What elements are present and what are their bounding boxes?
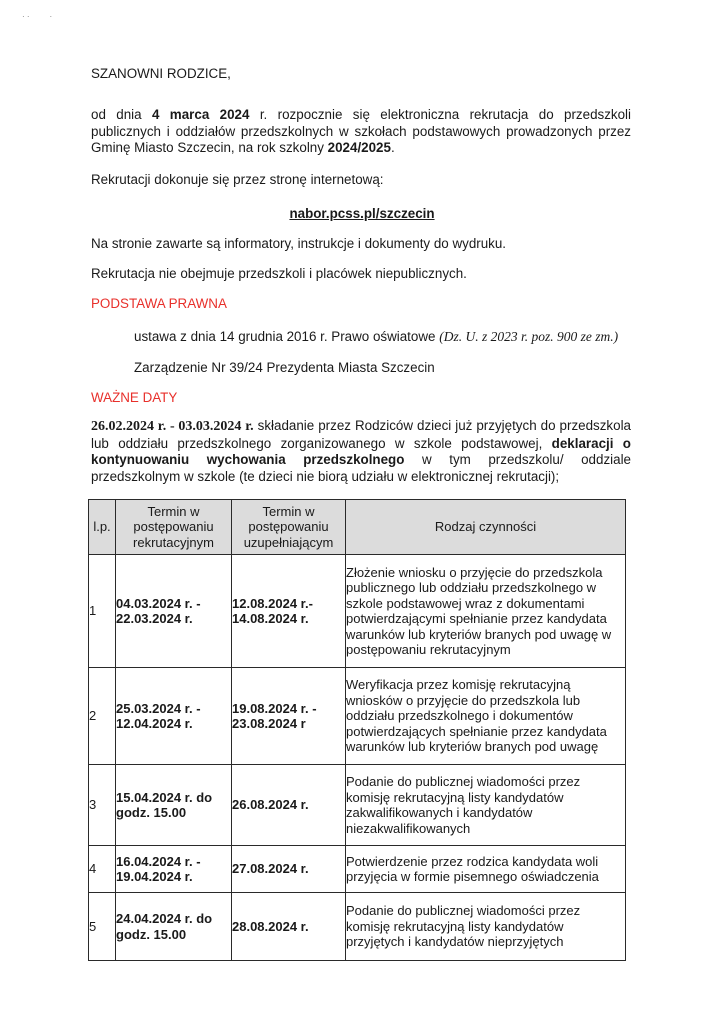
row-lp: 4 [89, 846, 116, 893]
row-term-supplementary: 28.08.2024 r. [232, 893, 346, 961]
declaration-bold: deklaracji o kontynuowaniu wychowania przedszkolnego [91, 435, 631, 467]
header-term-main: Termin w postępowaniu rekrutacyjnym [116, 500, 232, 555]
intro-start-date: 4 marca 2024 [151, 107, 250, 122]
ordinance: Zarządzenie Nr 39/24 Prezydenta Miasta Szczecin [134, 360, 435, 375]
row-activity: Potwierdzenie przez rodzica kandydata woli przyjęcia w formie pisemnego oświadczenia [346, 846, 626, 893]
declaration-paragraph [91, 418, 631, 485]
header-term-supplementary: Termin w postępowaniu uzupełniającym [232, 500, 346, 555]
intro-paragraph [91, 107, 631, 157]
row-activity: Podanie do publicznej wiadomości przez komisję rekrutacyjną listy kandydatów przyjętych i kandydatów nieprzyjętych [346, 893, 626, 961]
intro-school-year: 2024/2025 [327, 140, 391, 155]
info-line: Na stronie zawarte są informatory, instrukcje i dokumenty do wydruku. [91, 236, 507, 251]
row-activity: Złożenie wniosku o przyjęcie do przedszkola publicznego lub oddziału przedszkolnego w szkole podstawowej wraz z dokumentami potwierdzającymi spełnianie przez kandydata warunków lub kryteriów branych pod uwagę w postępowaniu rekrutacyjnym [346, 555, 626, 668]
row-term-main: 16.04.2024 r. - 19.04.2024 r. [116, 846, 232, 893]
row-term-main: 25.03.2024 r. - 12.04.2024 r. [116, 668, 232, 765]
recruitment-schedule-table [88, 499, 626, 961]
row-activity: Podanie do publicznej wiadomości przez komisję rekrutacyjną listy kandydatów zakwalifikowanych i kandydatów niezakwalifikowanych [346, 765, 626, 846]
row-term-supplementary: 26.08.2024 r. [232, 765, 346, 846]
intro-text-1: od dnia [91, 107, 152, 122]
legal-act [134, 329, 618, 346]
salutation: SZANOWNI RODZICE, [91, 66, 231, 81]
table-header-row [89, 500, 626, 555]
legal-act-text: ustawa z dnia 14 grudnia 2016 r. Prawo oświatowe [134, 329, 440, 344]
legal-basis-heading: PODSTAWA PRAWNA [91, 296, 227, 311]
declaration-text-2: w tym przedszkolu/ oddziale przedszkolnym w szkole (te dzieci nie biorą udziału w elektronicznej rekrutacji); [91, 452, 631, 484]
legal-act-citation: (Dz. U. z 2023 r. poz. 900 ze zm.) [439, 329, 619, 344]
table-row [89, 765, 626, 846]
row-term-main: 24.04.2024 r. do godz. 15.00 [116, 893, 232, 961]
row-lp: 5 [89, 893, 116, 961]
row-activity: Weryfikacja przez komisję rekrutacyjną wniosków o przyjęcie do przedszkola lub oddziału przedszkolnego i dokumentów potwierdzających spełnianie przez kandydata warunków lub kryteriów branych pod uwagę [346, 668, 626, 765]
website-link[interactable]: nabor.pcss.pl/szczecin [289, 206, 435, 221]
exclusion-line: Rekrutacja nie obejmuje przedszkoli i placówek niepublicznych. [91, 266, 467, 281]
row-lp: 2 [89, 668, 116, 765]
declaration-text-1: składanie przez Rodziców dzieci już przyjętych do przedszkola lub oddziału przedszkolnego zorganizowanego w szkole podstawowej, [91, 418, 631, 451]
header-activity: Rodzaj czynności [346, 500, 626, 555]
row-term-supplementary: 19.08.2024 r. - 23.08.2024 r [232, 668, 346, 765]
row-term-main: 04.03.2024 r. - 22.03.2024 r. [116, 555, 232, 668]
declaration-date-range: 26.02.2024 r. - 03.03.2024 r. [91, 419, 254, 434]
row-lp: 1 [89, 555, 116, 668]
row-term-supplementary: 12.08.2024 r.- 14.08.2024 r. [232, 555, 346, 668]
scan-artifact: · · · [22, 12, 53, 21]
table-row [89, 846, 626, 893]
table-row [89, 555, 626, 668]
intro-text-2: r. rozpocznie się elektroniczna rekrutacja do przedszkoli publicznych i oddziałów przedszkolnych w szkołach podstawowych prowadzonych przez Gminę Miasto Szczecin, na rok szkolny [91, 107, 631, 155]
table-row [89, 893, 626, 961]
row-term-main: 15.04.2024 r. do godz. 15.00 [116, 765, 232, 846]
website-line: Rekrutacji dokonuje się przez stronę internetową: [91, 172, 384, 187]
row-term-supplementary: 27.08.2024 r. [232, 846, 346, 893]
table-row [89, 668, 626, 765]
header-lp: l.p. [89, 500, 116, 555]
row-lp: 3 [89, 765, 116, 846]
important-dates-heading: WAŻNE DATY [91, 390, 178, 405]
intro-text-3: . [390, 140, 395, 155]
